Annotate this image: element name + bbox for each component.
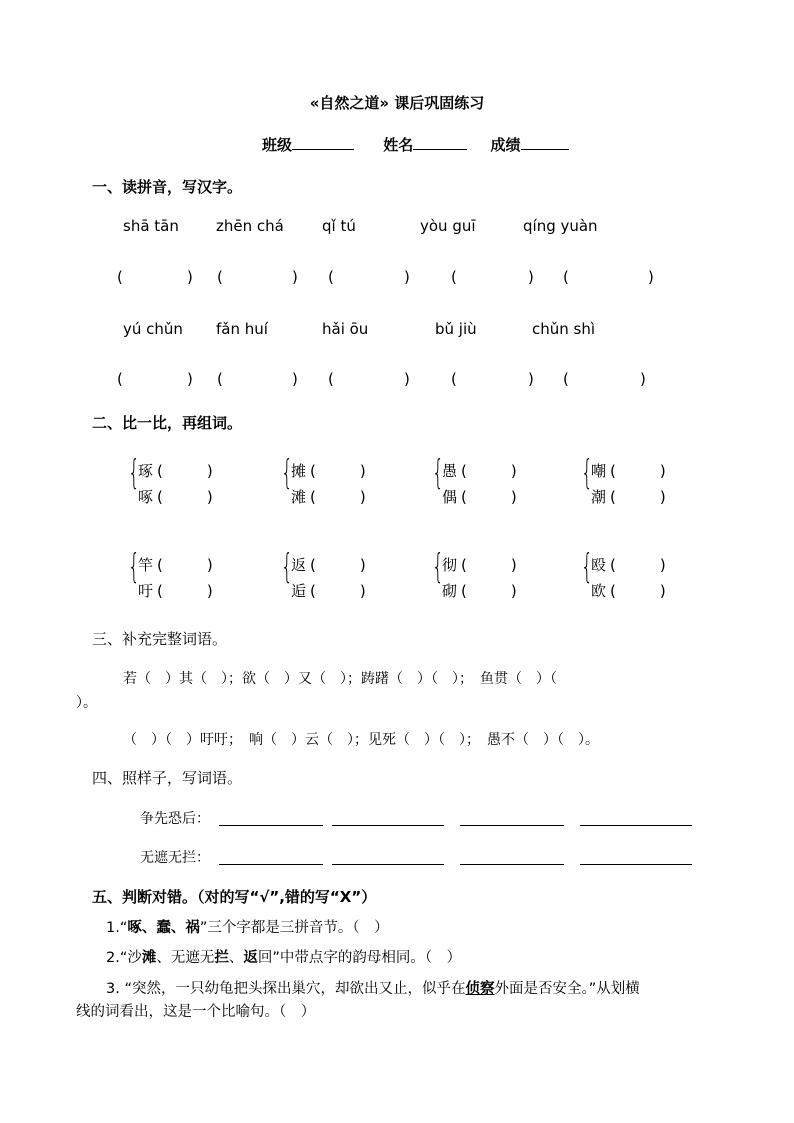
answer-blank-open[interactable]: ( [563, 370, 569, 388]
pinyin: qǐ tú [322, 217, 356, 235]
paren-open: ( [610, 582, 616, 600]
compare-char: 愚 [442, 462, 458, 480]
answer-line[interactable] [219, 824, 323, 826]
answer-blank-open[interactable]: ( [328, 268, 334, 286]
text: 3. “突然，一只幼龟把头探出巢穴，却欲出又止，似乎在 [106, 981, 466, 997]
answer-blank-close: ) [187, 268, 193, 286]
judge-item-3[interactable] [106, 977, 640, 998]
answer-blank-open[interactable]: ( [451, 370, 457, 388]
pinyin: qíng yuàn [523, 217, 598, 235]
paren-close: ) [359, 462, 366, 480]
pinyin: chǔn shì [532, 320, 596, 338]
answer-line[interactable] [332, 863, 444, 865]
example-label: 无遮无拦： [140, 850, 210, 866]
pinyin: hǎi ōu [322, 320, 369, 338]
char-pair-line[interactable] [591, 458, 666, 484]
compare-char: 滩 [291, 488, 307, 506]
score-blank[interactable] [521, 135, 569, 150]
pinyin: zhēn chá [216, 217, 284, 235]
idiom-line-2[interactable]: （ ）（ ）吁吁； 响（ ）云（ ）；见死（ ）（ ）； 愚不（ ）（ ）。 [123, 732, 599, 748]
char-pair-line[interactable] [291, 552, 366, 578]
judge-item-3-cont: 线的词看出，这是一个比喻句。（ ） [76, 1004, 316, 1020]
answer-line[interactable] [580, 824, 692, 826]
text: ”三个字都是三拼音节。（ ） [199, 920, 389, 936]
page-title: «自然之道» 课后巩固练习 [309, 94, 485, 112]
paren-close: ) [206, 488, 213, 506]
paren-close: ) [359, 488, 366, 506]
paren-open: ( [461, 462, 467, 480]
text: 1.“ [106, 920, 128, 936]
char-pair-line[interactable] [138, 458, 213, 484]
compare-char: 潮 [591, 488, 607, 506]
answer-blank-open[interactable]: ( [328, 370, 334, 388]
char-pair-line[interactable] [442, 484, 517, 510]
answer-line[interactable] [332, 824, 444, 826]
answer-blank-close: ) [187, 370, 193, 388]
compare-char: 偶 [442, 488, 458, 506]
student-info [262, 134, 569, 155]
answer-blank-open[interactable]: ( [117, 268, 123, 286]
paren-open: ( [310, 488, 316, 506]
char-pair-line[interactable] [591, 484, 666, 510]
char-pair-line[interactable] [442, 552, 517, 578]
char-pair-line[interactable] [291, 458, 366, 484]
judge-item-1[interactable] [106, 916, 389, 937]
compare-char: 彻 [442, 556, 458, 574]
section-2-heading: 二、比一比，再组词。 [92, 414, 243, 432]
compare-char: 吁 [138, 582, 154, 600]
brace-icon: { [281, 547, 293, 587]
paren-open: ( [310, 582, 316, 600]
answer-blank-close: ) [404, 268, 410, 286]
answer-line[interactable] [580, 863, 692, 865]
answer-blank-close: ) [648, 268, 654, 286]
section-3-heading: 三、补充完整词语。 [92, 630, 228, 648]
compare-char: 琢 [138, 462, 154, 480]
brace-icon: { [128, 547, 140, 587]
paren-close: ) [510, 556, 517, 574]
answer-blank-open[interactable]: ( [217, 370, 223, 388]
compare-char: 返 [291, 556, 307, 574]
brace-icon: { [128, 453, 140, 493]
paren-close: ) [359, 582, 366, 600]
paren-open: ( [157, 556, 163, 574]
class-blank[interactable] [292, 135, 354, 150]
compare-char: 逅 [291, 582, 307, 600]
compare-char: 嘲 [591, 462, 607, 480]
pinyin: yòu guī [420, 217, 476, 235]
paren-close: ) [206, 462, 213, 480]
paren-close: ) [659, 556, 666, 574]
compare-char: 欧 [591, 582, 607, 600]
class-label: 班级 [262, 136, 293, 154]
brace-icon: { [432, 547, 444, 587]
pinyin: bǔ jiù [435, 320, 477, 338]
score-label: 成绩 [490, 136, 521, 154]
char-pair-line[interactable] [591, 552, 666, 578]
brace-icon: { [281, 453, 293, 493]
answer-blank-close: ) [528, 268, 534, 286]
char-pair-line[interactable] [138, 484, 213, 510]
compare-char: 砌 [442, 582, 458, 600]
paren-open: ( [310, 462, 316, 480]
paren-open: ( [461, 488, 467, 506]
example-label: 争先恐后： [140, 811, 210, 827]
answer-blank-open[interactable]: ( [451, 268, 457, 286]
pinyin: shā tān [123, 217, 179, 235]
idiom-line-1[interactable]: 若（ ）其（ ）；欲（ ）又（ ）；踌躇（ ）（ ）； 鱼贯（ ）（ [123, 671, 557, 687]
answer-blank-close: ) [292, 370, 298, 388]
section-5-heading: 五、判断对错。（对的写“√”,错的写“X”） [92, 888, 377, 906]
section-1-heading: 一、读拼音，写汉字。 [92, 178, 243, 196]
paren-open: ( [310, 556, 316, 574]
char-pair-line[interactable] [291, 484, 366, 510]
answer-line[interactable] [460, 824, 564, 826]
text: 回”中带点字的韵母相同。（ ） [257, 950, 462, 966]
text: 、 [228, 950, 244, 966]
char-pair-line[interactable] [138, 578, 213, 604]
paren-close: ) [510, 488, 517, 506]
paren-close: ) [206, 556, 213, 574]
paren-open: ( [461, 582, 467, 600]
answer-blank-open[interactable]: ( [117, 370, 123, 388]
text: 2.“沙 [106, 950, 142, 966]
paren-open: ( [157, 462, 163, 480]
answer-line[interactable] [219, 863, 323, 865]
name-label: 姓名 [383, 136, 414, 154]
compare-char: 竿 [138, 556, 154, 574]
compare-char: 啄 [138, 488, 154, 506]
text: 、无遮无 [156, 950, 215, 966]
dotted-char: 拦 [214, 950, 229, 966]
paren-open: ( [157, 582, 163, 600]
brace-icon: { [581, 547, 593, 587]
paren-close: ) [510, 462, 517, 480]
paren-close: ) [510, 582, 517, 600]
brace-icon: { [581, 453, 593, 493]
answer-line[interactable] [460, 863, 564, 865]
paren-open: ( [461, 556, 467, 574]
answer-blank-close: ) [528, 370, 534, 388]
char-pair-line[interactable] [291, 578, 366, 604]
paren-open: ( [157, 488, 163, 506]
answer-blank-close: ) [404, 370, 410, 388]
paren-close: ) [359, 556, 366, 574]
section-4-heading: 四、照样子，写词语。 [92, 769, 243, 787]
dotted-char: 返 [243, 950, 258, 966]
answer-blank-close: ) [292, 268, 298, 286]
char-pair-line[interactable] [442, 458, 517, 484]
paren-close: ) [659, 582, 666, 600]
answer-blank-open[interactable]: ( [217, 268, 223, 286]
bold-chars: 啄、蠢、祸 [127, 920, 200, 936]
answer-blank-close: ) [640, 370, 646, 388]
idiom-line-1-end: ）。 [76, 695, 97, 711]
paren-close: ) [206, 582, 213, 600]
paren-close: ) [659, 462, 666, 480]
pinyin: yú chǔn [123, 320, 183, 338]
compare-char: 摊 [291, 462, 307, 480]
dotted-char: 滩 [141, 950, 157, 966]
paren-open: ( [610, 488, 616, 506]
answer-blank-open[interactable]: ( [563, 268, 569, 286]
char-pair-line[interactable] [442, 578, 517, 604]
name-blank[interactable] [413, 135, 467, 150]
paren-close: ) [659, 488, 666, 506]
paren-open: ( [610, 556, 616, 574]
judge-item-2[interactable] [106, 946, 461, 967]
brace-icon: { [432, 453, 444, 493]
underlined-word: 侦察 [465, 981, 495, 997]
char-pair-line[interactable] [138, 552, 213, 578]
char-pair-line[interactable] [591, 578, 666, 604]
paren-open: ( [610, 462, 616, 480]
text: 外面是否安全。”从划横 [494, 981, 640, 997]
pinyin: fǎn huí [216, 320, 268, 338]
compare-char: 殴 [591, 556, 607, 574]
